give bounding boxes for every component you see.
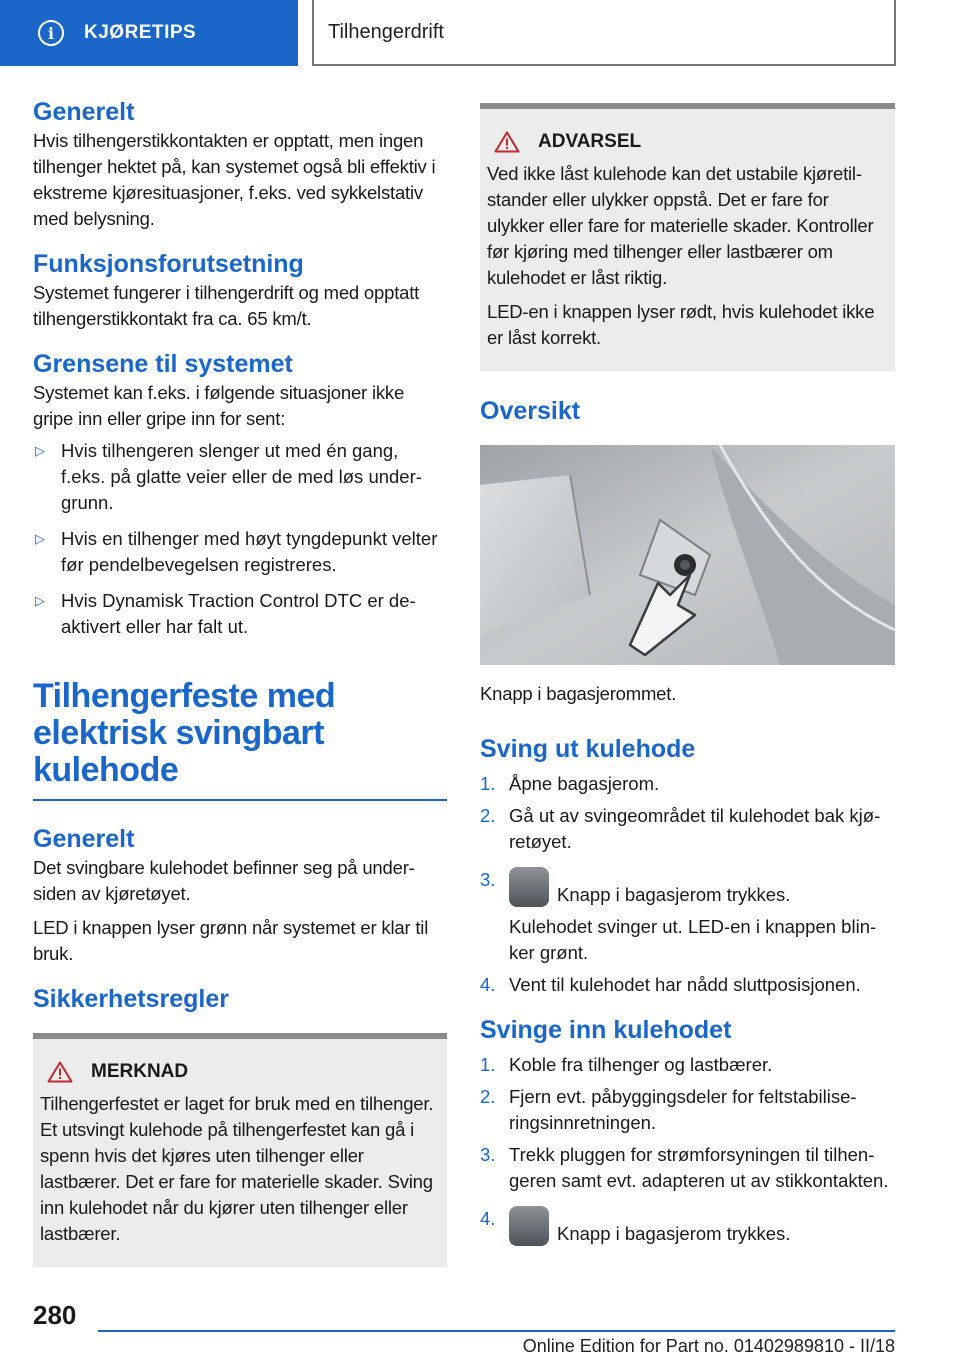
photo-caption: Knapp i bagasjerommet. — [480, 683, 677, 704]
heading-sving-ut: Sving ut kulehode — [480, 735, 696, 763]
triangle-bullet-icon: ▷ — [35, 593, 45, 608]
page-number: 280 — [33, 1300, 77, 1330]
notice-text: Tilhengerfestet er laget for bruk med en tilhenger. Et utsvingt kulehode på tilhengerfestet kan gå i spenn hvis det kjøres uten tilhenger eller lastbærer. Det er fare for materielle skader. Sving inn kulehodet når du kjører uten tilhenger eller lastbærer. — [40, 1093, 434, 1244]
heading-funksjonsforutsetning: Funksjonsforutsetning — [33, 250, 304, 278]
list-item: ▷ Hvis Dynamisk Traction Control DTC er deaktivert eller har falt ut. — [35, 590, 416, 637]
text-generelt: Hvis tilhengerstikkontakten er opptatt, men ingen tilhenger hektet på, kan systemet også bli effektiv i ekstreme kjøresituasjoner, f.eks. ved sykkelstativ med belysning. — [33, 130, 436, 229]
text-grensene: Systemet kan f.eks. i følgende situasjoner ikke gripe inn eller gripe inn for sent: — [33, 382, 405, 429]
trunk-button-icon — [509, 867, 549, 907]
left-column — [33, 96, 447, 1267]
heading-generelt: Generelt — [33, 98, 135, 126]
list-item: ▷ Hvis tilhengeren slenger ut med én gang, f.eks. på glatte veier eller de med løs undergrunn. — [35, 440, 422, 513]
trunk-button-photo — [480, 445, 895, 665]
chapter-title: Tilhengerfeste med elektrisk svingbart kulehode — [33, 677, 336, 789]
notice-text-1: Ved ikke låst kulehode kan det ustabile kjøretilstander eller ulykker oppstå. Det er fare for ulykker eller fare for materielle skader. Kontroller før kjøring med tilhenger eller lastbærer om kulehodet er låst riktig. — [487, 163, 874, 288]
notice-title: ADVARSEL — [538, 131, 642, 152]
footer-divider — [98, 1330, 895, 1332]
step-item: 4. Vent til kulehodet har nådd sluttposisjonen. — [480, 974, 861, 995]
step-item: 1. Åpne bagasjerom. — [480, 773, 660, 794]
sving-ut-steps — [480, 771, 895, 998]
topic-label: Tilhengerdrift — [328, 20, 444, 43]
text-generelt-2b: LED i knappen lyser grønn når systemet er klar til bruk. — [33, 917, 429, 964]
warning-triangle-icon — [494, 131, 520, 153]
heading-svinge-inn: Svinge inn kulehodet — [480, 1016, 732, 1044]
triangle-bullet-icon: ▷ — [35, 531, 45, 546]
title-divider — [33, 799, 447, 801]
step-item: 3. Trekk pluggen for strømforsyningen til tilhengeren samt evt. adapteren ut av stikkontakten. — [480, 1144, 889, 1191]
step-item: 2. Gå ut av svingeområdet til kulehodet bak kjøretøyet. — [480, 805, 881, 852]
triangle-bullet-icon: ▷ — [35, 443, 45, 458]
warning-triangle-icon — [47, 1061, 73, 1083]
info-icon: i — [38, 20, 64, 46]
right-column — [480, 103, 895, 1253]
text-funksjonsforutsetning: Systemet fungerer i tilhengerdrift og med opptatt tilhengerstikkontakt fra ca. 65 km/t. — [33, 282, 420, 329]
edition-text: Online Edition for Part no. 01402989810 - II/18 — [522, 1336, 895, 1356]
heading-generelt-2: Generelt — [33, 825, 135, 853]
notice-title: MERKNAD — [91, 1061, 189, 1082]
step-subtext: Kulehodet svinger ut. LED-en i knappen blinker grønt. — [509, 916, 877, 963]
heading-grensene: Grensene til systemet — [33, 350, 293, 378]
section-tab[interactable] — [0, 0, 298, 66]
notice-text-2: LED-en i knappen lyser rødt, hvis kulehodet ikke er låst korrekt. — [487, 301, 875, 348]
step-item: 1. Koble fra tilhenger og lastbærer. — [480, 1054, 773, 1075]
list-item: ▷ Hvis en tilhenger med høyt tyngdepunkt velter før pendelbevegelsen registreres. — [35, 528, 438, 575]
step-item: 4. Knapp i bagasjerom trykkes. — [480, 1208, 791, 1244]
merknad-notice — [33, 1033, 447, 1267]
trunk-button-icon — [509, 1206, 549, 1246]
advarsel-notice — [480, 103, 895, 371]
text-generelt-2a: Det svingbare kulehodet befinner seg på undersiden av kjøretøyet. — [33, 857, 415, 904]
svinge-inn-steps — [480, 1052, 895, 1247]
section-label: KJØRETIPS — [84, 22, 197, 43]
heading-oversikt: Oversikt — [480, 397, 581, 425]
topic-tab — [312, 0, 896, 66]
page-header — [0, 0, 960, 66]
heading-sikkerhetsregler: Sikkerhetsregler — [33, 985, 229, 1013]
step-item: 2. Fjern evt. påbyggingsdeler for feltstabiliseringsinnretningen. — [480, 1086, 857, 1133]
limits-list — [33, 438, 447, 640]
step-item: 3. Knapp i bagasjerom trykkes. Kulehodet svinger ut. LED-en i knappen blinker grønt. — [480, 867, 895, 966]
